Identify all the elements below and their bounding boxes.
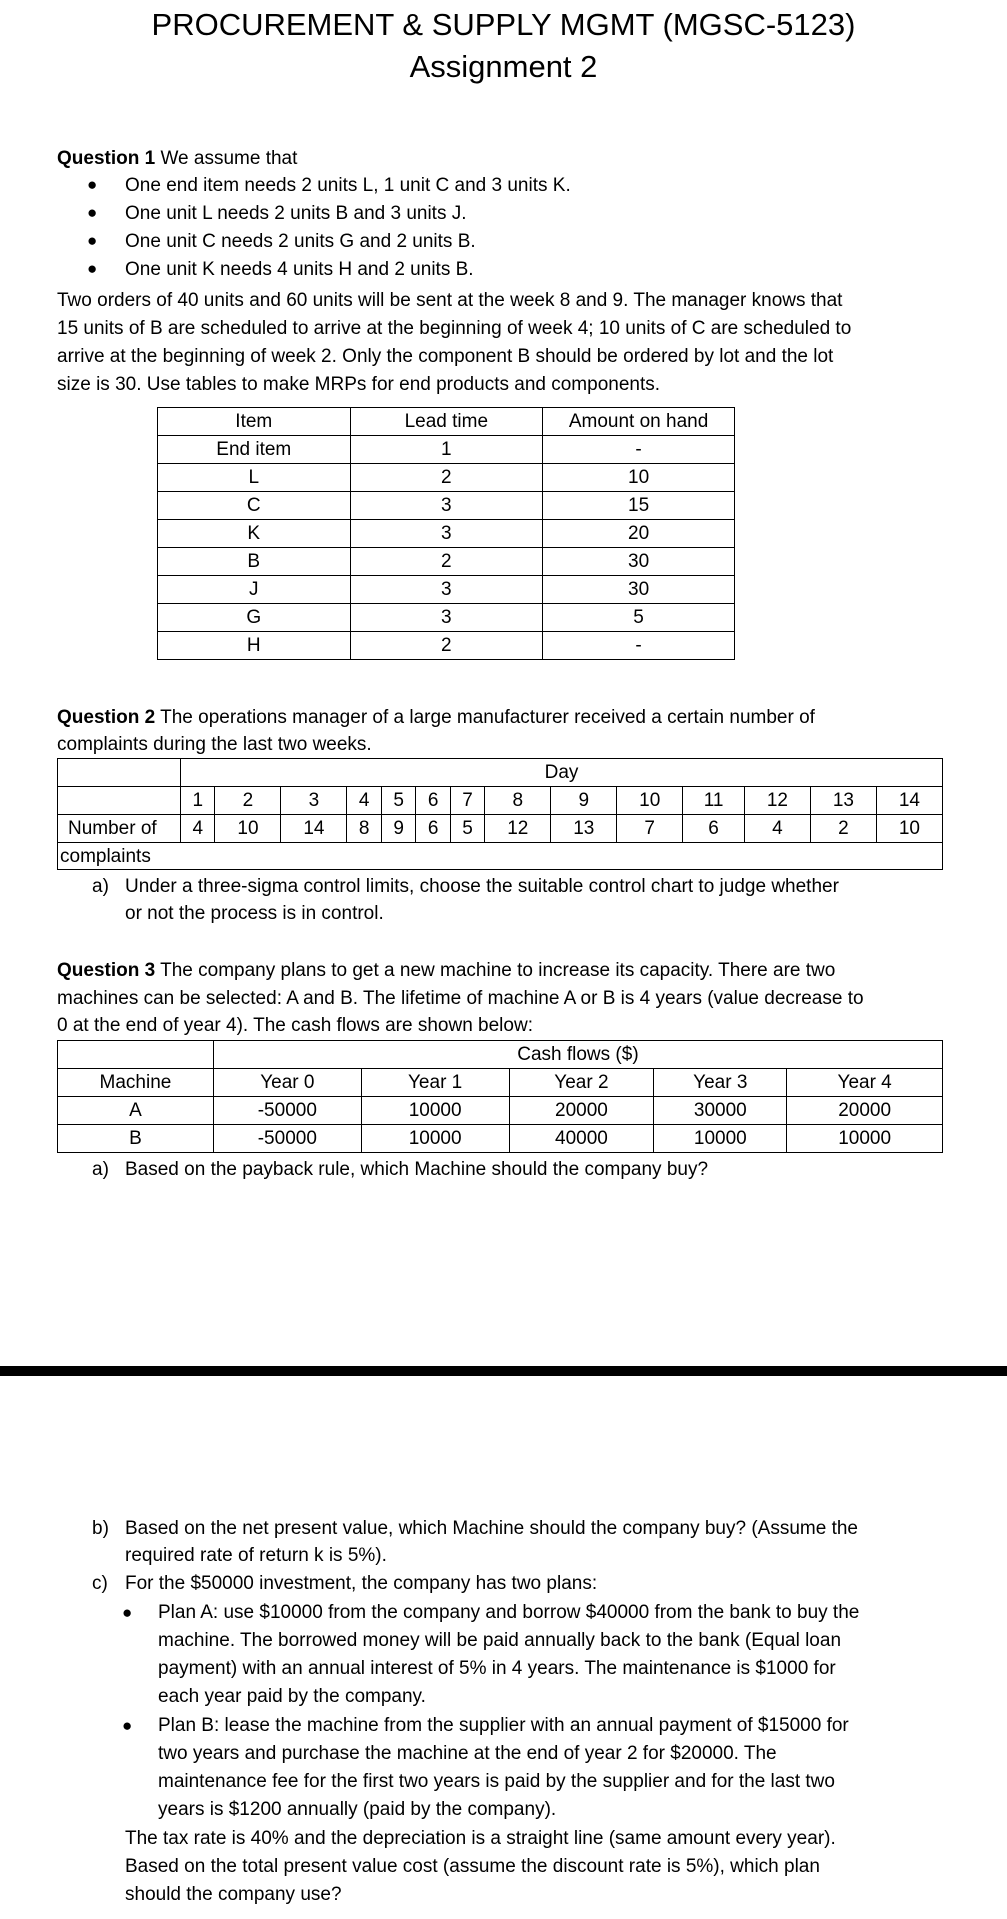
q3-part-b-line: required rate of return k is 5%). bbox=[125, 1545, 387, 1566]
day-cell: 9 bbox=[551, 787, 617, 815]
q3-cashflow-table bbox=[57, 1040, 943, 1153]
q3-part-c-marker: c) bbox=[92, 1573, 108, 1594]
q1-intro bbox=[57, 145, 297, 172]
table-cell: 2 bbox=[350, 464, 543, 492]
table-cell: B bbox=[58, 1125, 214, 1153]
q1-bullet: One unit K needs 4 units H and 2 units B. bbox=[125, 259, 474, 280]
value-cell: 14 bbox=[281, 815, 347, 843]
q1-bullet: One end item needs 2 units L, 1 unit C and 3 units K. bbox=[125, 175, 571, 196]
bullet-icon: ● bbox=[87, 203, 98, 222]
plan-b-line: years is $1200 annually (paid by the company). bbox=[158, 1799, 557, 1820]
table-row bbox=[58, 787, 943, 815]
bullet-icon: ● bbox=[87, 231, 98, 250]
value-cell: 2 bbox=[810, 815, 876, 843]
table-cell: K bbox=[158, 520, 351, 548]
table-row bbox=[158, 464, 735, 492]
day-cell: 3 bbox=[281, 787, 347, 815]
closing-line: The tax rate is 40% and the depreciation is a straight line (same amount every year). bbox=[125, 1828, 836, 1849]
q3-label: Question 3 bbox=[57, 960, 156, 981]
cashflow-group-header: Cash flows ($) bbox=[213, 1041, 942, 1069]
day-cell: 1 bbox=[181, 787, 215, 815]
value-cell: 6 bbox=[683, 815, 745, 843]
day-cell: 12 bbox=[744, 787, 810, 815]
empty-cell bbox=[58, 787, 181, 815]
q2-part-a-line: or not the process is in control. bbox=[125, 903, 384, 924]
q1-paragraph-line: 15 units of B are scheduled to arrive at the beginning of week 4; 10 units of C are scheduled to bbox=[57, 318, 852, 339]
value-cell: 12 bbox=[485, 815, 551, 843]
day-cell: 6 bbox=[416, 787, 450, 815]
header-cell: Year 2 bbox=[509, 1069, 654, 1097]
q1-item-table bbox=[157, 407, 735, 660]
q1-paragraph-line: arrive at the beginning of week 2. Only the component B should be ordered by lot and the lot bbox=[57, 346, 834, 367]
q2-complaints-table bbox=[57, 758, 943, 843]
table-row bbox=[58, 815, 943, 843]
table-cell: 10000 bbox=[787, 1125, 943, 1153]
table-cell: 2 bbox=[350, 548, 543, 576]
table-header-row bbox=[58, 759, 943, 787]
q3-part-b-line: Based on the net present value, which Machine should the company buy? (Assume the bbox=[125, 1518, 858, 1539]
table-cell: 10000 bbox=[361, 1097, 509, 1125]
value-cell: 7 bbox=[617, 815, 683, 843]
table-cell: 30 bbox=[543, 548, 735, 576]
table-cell: 2 bbox=[350, 632, 543, 660]
table-row bbox=[58, 1125, 943, 1153]
table-cell: - bbox=[543, 632, 735, 660]
header-cell: Year 0 bbox=[213, 1069, 361, 1097]
document-title: PROCUREMENT & SUPPLY MGMT (MGSC-5123) bbox=[151, 7, 856, 42]
table-header-row bbox=[58, 1041, 943, 1069]
plan-a-line: payment) with an annual interest of 5% in 4 years. The maintenance is $1000 for bbox=[158, 1658, 836, 1679]
header-cell: Year 1 bbox=[361, 1069, 509, 1097]
table-cell: 15 bbox=[543, 492, 735, 520]
q3-part-b-marker: b) bbox=[92, 1518, 109, 1539]
value-cell: 10 bbox=[215, 815, 281, 843]
header-cell: Amount on hand bbox=[543, 408, 735, 436]
header-cell: Year 3 bbox=[654, 1069, 787, 1097]
table-cell: 40000 bbox=[509, 1125, 654, 1153]
header-cell: Item bbox=[158, 408, 351, 436]
table-row bbox=[158, 576, 735, 604]
value-cell: 10 bbox=[876, 815, 942, 843]
table-cell: 30 bbox=[543, 576, 735, 604]
value-cell: 6 bbox=[416, 815, 450, 843]
day-cell: 10 bbox=[617, 787, 683, 815]
table-cell: 3 bbox=[350, 604, 543, 632]
table-row bbox=[158, 632, 735, 660]
value-cell: 8 bbox=[347, 815, 381, 843]
q3-intro-text: The company plans to get a new machine to increase its capacity. There are two bbox=[160, 960, 836, 981]
empty-cell bbox=[58, 1041, 214, 1069]
q2-intro-text: The operations manager of a large manufacturer received a certain number of bbox=[160, 707, 815, 728]
table-cell: 10000 bbox=[654, 1125, 787, 1153]
bullet-icon: ● bbox=[122, 1603, 133, 1622]
plan-a-line: machine. The borrowed money will be paid annually back to the bank (Equal loan bbox=[158, 1630, 842, 1651]
header-cell: Lead time bbox=[350, 408, 543, 436]
table-cell: C bbox=[158, 492, 351, 520]
q3-part-a-marker: a) bbox=[92, 1159, 109, 1180]
plan-b-line: maintenance fee for the first two years is paid by the supplier and for the last two bbox=[158, 1771, 835, 1792]
day-cell: 5 bbox=[381, 787, 415, 815]
header-cell: Machine bbox=[58, 1069, 214, 1097]
bullet-icon: ● bbox=[87, 259, 98, 278]
value-cell: 4 bbox=[181, 815, 215, 843]
table-row bbox=[158, 492, 735, 520]
value-cell: 5 bbox=[450, 815, 484, 843]
value-cell: 4 bbox=[744, 815, 810, 843]
day-cell: 14 bbox=[876, 787, 942, 815]
table-row bbox=[58, 1097, 943, 1125]
q3-paragraph-line: 0 at the end of year 4). The cash flows are shown below: bbox=[57, 1015, 533, 1036]
complaints-label-row bbox=[57, 842, 943, 870]
table-cell: 20000 bbox=[787, 1097, 943, 1125]
table-cell: -50000 bbox=[213, 1097, 361, 1125]
table-row bbox=[158, 520, 735, 548]
q2-intro bbox=[57, 704, 815, 731]
value-cell: 9 bbox=[381, 815, 415, 843]
day-cell: 11 bbox=[683, 787, 745, 815]
q3-paragraph-line: machines can be selected: A and B. The lifetime of machine A or B is 4 years (value decrease to bbox=[57, 988, 864, 1009]
q2-part-a-marker: a) bbox=[92, 876, 109, 897]
bullet-icon: ● bbox=[122, 1716, 133, 1735]
table-header-row bbox=[158, 408, 735, 436]
bullet-icon: ● bbox=[87, 175, 98, 194]
table-cell: 20 bbox=[543, 520, 735, 548]
closing-line: Based on the total present value cost (assume the discount rate is 5%), which plan bbox=[125, 1856, 820, 1877]
plan-a-line: each year paid by the company. bbox=[158, 1686, 426, 1707]
day-cell: 7 bbox=[450, 787, 484, 815]
q1-intro-text: We assume that bbox=[160, 148, 298, 169]
day-cell: 13 bbox=[810, 787, 876, 815]
table-cell: -50000 bbox=[213, 1125, 361, 1153]
q1-paragraph-line: size is 30. Use tables to make MRPs for end products and components. bbox=[57, 374, 661, 395]
row-label: complaints bbox=[60, 846, 151, 867]
plan-b-line: two years and purchase the machine at the end of year 2 for $20000. The bbox=[158, 1743, 777, 1764]
q1-label: Question 1 bbox=[57, 148, 156, 169]
day-group-header: Day bbox=[181, 759, 943, 787]
q1-bullet: One unit C needs 2 units G and 2 units B. bbox=[125, 231, 476, 252]
table-cell: 1 bbox=[350, 436, 543, 464]
table-cell: L bbox=[158, 464, 351, 492]
day-cell: 4 bbox=[347, 787, 381, 815]
page-break-divider bbox=[0, 1366, 1007, 1376]
q2-paragraph-line: complaints during the last two weeks. bbox=[57, 734, 372, 755]
table-row bbox=[158, 548, 735, 576]
q2-label: Question 2 bbox=[57, 707, 156, 728]
q3-part-a-line: Based on the payback rule, which Machine should the company buy? bbox=[125, 1159, 709, 1180]
table-cell: 5 bbox=[543, 604, 735, 632]
q3-intro bbox=[57, 957, 835, 984]
table-cell: A bbox=[58, 1097, 214, 1125]
table-cell: 30000 bbox=[654, 1097, 787, 1125]
plan-b-line: Plan B: lease the machine from the supplier with an annual payment of $15000 for bbox=[158, 1715, 849, 1736]
empty-cell bbox=[58, 759, 181, 787]
day-cell: 2 bbox=[215, 787, 281, 815]
table-row bbox=[158, 436, 735, 464]
table-cell: 10 bbox=[543, 464, 735, 492]
table-cell: 10000 bbox=[361, 1125, 509, 1153]
day-cell: 8 bbox=[485, 787, 551, 815]
q1-bullet: One unit L needs 2 units B and 3 units J. bbox=[125, 203, 467, 224]
value-cell: 13 bbox=[551, 815, 617, 843]
table-cell: 20000 bbox=[509, 1097, 654, 1125]
table-cell: J bbox=[158, 576, 351, 604]
table-row bbox=[158, 604, 735, 632]
table-cell: End item bbox=[158, 436, 351, 464]
header-cell: Year 4 bbox=[787, 1069, 943, 1097]
q3-part-c-line: For the $50000 investment, the company has two plans: bbox=[125, 1573, 598, 1594]
row-label: Number of bbox=[58, 815, 181, 843]
table-cell: H bbox=[158, 632, 351, 660]
assignment-subtitle: Assignment 2 bbox=[409, 49, 598, 84]
plan-a-line: Plan A: use $10000 from the company and borrow $40000 from the bank to buy the bbox=[158, 1602, 860, 1623]
table-cell: - bbox=[543, 436, 735, 464]
q1-paragraph-line: Two orders of 40 units and 60 units will be sent at the week 8 and 9. The manager knows that bbox=[57, 290, 843, 311]
table-cell: 3 bbox=[350, 520, 543, 548]
table-cell: B bbox=[158, 548, 351, 576]
table-cell: 3 bbox=[350, 492, 543, 520]
table-cell: G bbox=[158, 604, 351, 632]
table-header-row bbox=[58, 1069, 943, 1097]
q2-part-a-line: Under a three-sigma control limits, choose the suitable control chart to judge whether bbox=[125, 876, 839, 897]
table-cell: 3 bbox=[350, 576, 543, 604]
closing-line: should the company use? bbox=[125, 1884, 342, 1905]
